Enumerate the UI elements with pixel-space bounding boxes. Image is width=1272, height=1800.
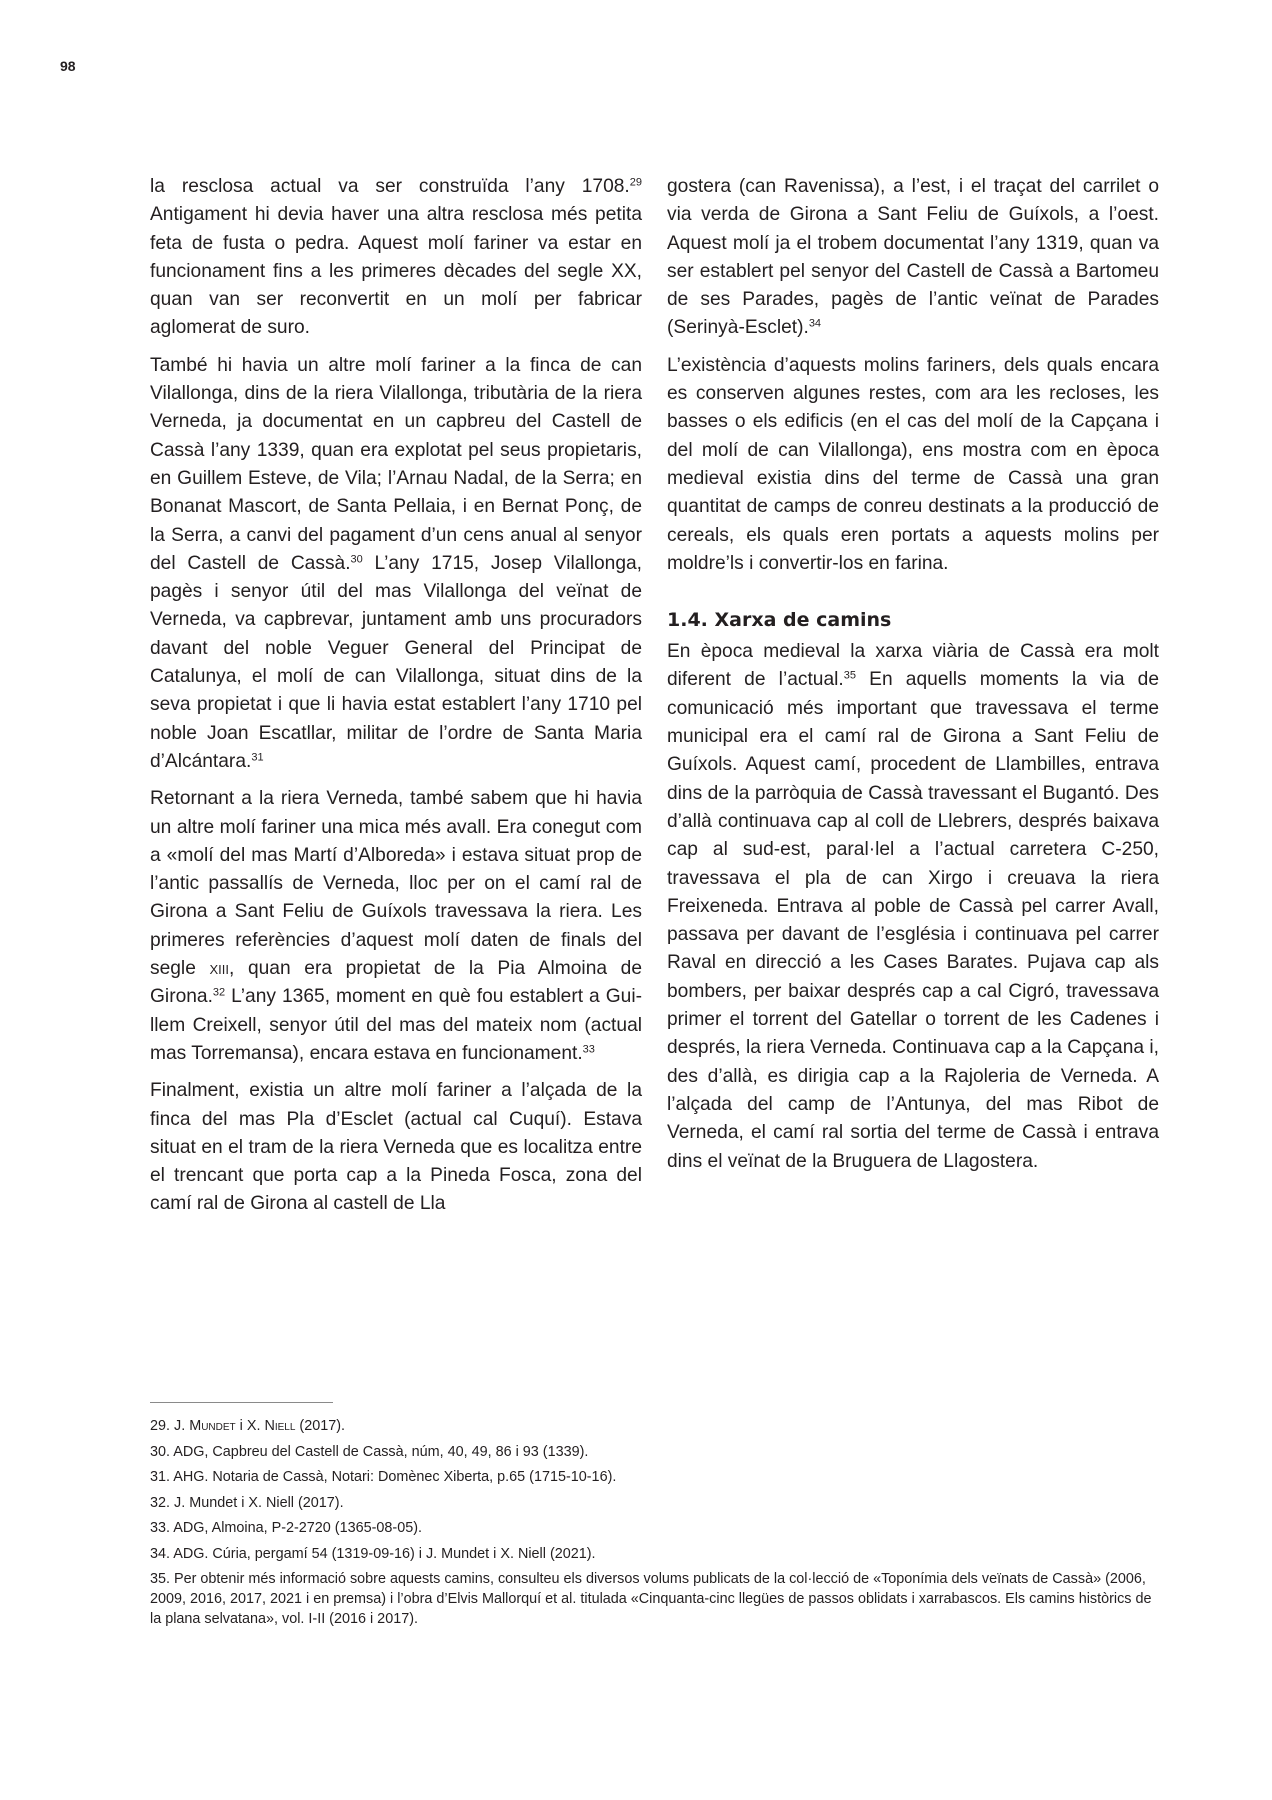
footnote-item bbox=[150, 1518, 1162, 1538]
right-column bbox=[667, 173, 1159, 1185]
footnote-item bbox=[150, 1544, 1162, 1564]
footnote-text: (2017). bbox=[295, 1418, 346, 1434]
footnote-ref[interactable]: 34 bbox=[808, 317, 822, 330]
paragraph-text: L’any 1715, Josep Vilallonga, pagès i senyor útil del mas Vilallonga del veïnat de Verneda, va capbrevar, juntament amb uns procuradors davant del noble Veguer General del Principat de Catalunya, el molí de can Vilallonga, situat dins de la seva propietat i que li havia estat establert l’any 1710 pel noble Joan Escatllar, militar de l’ordre de Santa Maria d’Alcántara. bbox=[150, 552, 642, 772]
century-numeral: xiii bbox=[209, 958, 230, 980]
footnote-text: ADG, Almoina, P-2-2720 (1365-08-05). bbox=[173, 1520, 422, 1536]
footnote-divider bbox=[150, 1402, 333, 1403]
paragraph-text: , quan era propietat de la Pia Almoina de Girona. bbox=[150, 958, 642, 1008]
paragraph bbox=[667, 173, 1159, 343]
paragraph-text: Antigament hi devia haver una altra resclosa més petita feta de fusta o pedra. Aquest molí fariner va estar en funcionament fins a les primeres dècades del segle XX, quan van ser reconvertit en un molí per fabricar aglomerat de suro. bbox=[150, 204, 642, 339]
footnote-text: Per obtenir més informació sobre aquests camins, consulteu els diversos volums publicats de la col·lecció de «Toponímia dels veïnats de Cassà» (2006, 2009, 2016, 2017, 2021 i en premsa) i l’obra d’Elvis Mallorquí et al. titulada «Cinquanta-cinc llegües de passos oblidats i xarrabascos. Els camins històrics de la plana selvatana», vol. I-II (2016 i 2017). bbox=[150, 1571, 1152, 1627]
footnote-number: 31. bbox=[150, 1469, 171, 1485]
paragraph bbox=[667, 352, 1159, 578]
footnote-text: ADG, Capbreu del Castell de Cassà, núm, 40, 49, 86 i 93 (1339). bbox=[173, 1443, 589, 1460]
footnote-number: 30. bbox=[150, 1443, 171, 1460]
footnote-text: J. bbox=[174, 1418, 190, 1434]
footnote-ref[interactable]: 35 bbox=[843, 669, 856, 682]
footnotes bbox=[150, 1416, 1162, 1635]
footnote-item bbox=[150, 1493, 1162, 1513]
paragraph-text: gostera (can Ravenissa), a l’est, i el traçat del carrilet o via verda de Girona a Sant Feliu de Guíxols, a l’oest. Aquest molí ja el trobem documentat l’any 1319, quan va ser establert pel senyor del Castell de Cassà a Bartomeu de ses Parades, pagès de l’antic veïnat de Parades (Serinyà-Esclet). bbox=[667, 176, 1159, 339]
footnote-text: ADG. Cúria, pergamí 54 (1319-09-16) i J. Mundet i X. Niell (2021). bbox=[173, 1545, 596, 1562]
footnote-ref[interactable]: 33 bbox=[582, 1043, 595, 1056]
footnote-number: 34. bbox=[150, 1545, 171, 1562]
footnote-ref[interactable]: 32 bbox=[212, 986, 226, 999]
footnote-text: i X. bbox=[235, 1418, 265, 1434]
footnote-ref[interactable]: 31 bbox=[251, 751, 264, 764]
paragraph bbox=[150, 785, 642, 1068]
paragraph bbox=[667, 638, 1159, 1176]
footnote-ref[interactable]: 30 bbox=[350, 553, 363, 566]
footnote-item bbox=[150, 1569, 1162, 1629]
footnote-item bbox=[150, 1416, 1162, 1436]
left-column bbox=[150, 173, 642, 1228]
paragraph-text: L’existència d’aquests molins fariners, dels quals encara es conserven algunes restes, com ara les recloses, les basses o els edificis (en el cas del molí de la Capçana i del molí de can Vilallonga), ens mostra com en època medieval existia dins del terme de Cassà una gran quantitat de camps de conreu destinats a la producció de cereals, els quals eren portats a aquests molins per moldre’ls i convertir-los en farina. bbox=[667, 354, 1159, 574]
footnote-ref[interactable]: 29 bbox=[629, 176, 642, 189]
paragraph bbox=[150, 1077, 642, 1218]
footnote-number: 29. bbox=[150, 1418, 171, 1434]
footnote-item bbox=[150, 1442, 1162, 1462]
paragraph-text: En aquells moments la via de comunicació més important que travessava el terme municipal era el camí ral de Girona a Sant Feliu de Guíxols. Aquest camí, procedent de Llambilles, entrava dins de la parròquia de Cassà travessant el Bugantó. Des d’allà continuava cap al coll de Llebrers, després baixava cap al sud-est, paral·lel a l’actual carretera C-250, travessava el pla de can Xirgo i creuava la riera Freixeneda. Entrava al poble de Cassà pel carrer Avall, passava per davant de l’església i continuava pel carrer Raval en direcció a les Cases Barates. Pujava cap als bombers, per baixar després cap a cal Cigró, travessava primer el torrent del Gatellar o torrent de les Cadenes i després, la riera Verneda. Continuava cap a la Capçana i, des d’allà, es dirigia cap a la Rajoleria de Verneda. A l’alçada del camp de l’Antunya, del mas Ribot de Verneda, el camí ral sortia del terme de Cassà i entrava dins el veïnat de la Bruguera de Llagostera. bbox=[667, 669, 1160, 1172]
paragraph-text: Finalment, existia un altre molí fariner a l’alçada de la finca del mas Pla d’Esclet (actual cal Cuquí). Estava situat en el tram de la riera Verneda que es localitza entre el trencant que porta cap a la Pineda Fosca, zona del camí ral de Girona al castell de Lla bbox=[150, 1080, 642, 1215]
footnote-item bbox=[150, 1467, 1162, 1487]
author-name: Mundet bbox=[189, 1418, 236, 1434]
paragraph bbox=[150, 352, 642, 776]
footnote-text: AHG. Notaria de Cassà, Notari: Domènec Xiberta, p.65 (1715-10-16). bbox=[173, 1469, 617, 1485]
footnote-text: J. Mundet i X. Niell (2017). bbox=[174, 1494, 344, 1511]
paragraph-text: Retornant a la riera Verneda, també sabem que hi havia un altre molí fariner una mica més avall. Era conegut com a «molí del mas Martí d’Alboreda» i estava situat prop de l’antic passallís de Verneda, lloc per on el camí ral de Girona a Sant Feliu de Guíxols travessava la riera. Les primeres referències d’aquest molí daten de finals del segle bbox=[150, 788, 642, 980]
paragraph-text: En època medieval la xarxa viària de Cassà era molt diferent de l’actual. bbox=[667, 641, 1159, 691]
paragraph-text: També hi havia un altre molí fariner a la finca de can Vilallonga, dins de la riera Vilallonga, tributària de la riera Verneda, ja documentat en un capbreu del Castell de Cassà l’any 1339, quan era explotat pel seus propietaris, en Guillem Esteve, de Vila; l’Arnau Nadal, de la Serra; en Bonanat Mascort, de Santa Pellaia, i en Bernat Ponç, de la Serra, a canvi del pagament d’un cens anual al senyor del Castell de Cassà. bbox=[150, 354, 642, 574]
footnote-number: 32. bbox=[150, 1494, 171, 1511]
author-name: Niell bbox=[264, 1418, 296, 1434]
paragraph bbox=[150, 173, 642, 343]
section-heading: 1.4. Xarxa de camins bbox=[667, 609, 892, 632]
footnote-number: 35. bbox=[150, 1571, 171, 1587]
paragraph-text: la resclosa actual va ser construïda l’any 1708. bbox=[150, 176, 630, 197]
footnote-number: 33. bbox=[150, 1520, 171, 1536]
page-number: 98 bbox=[60, 58, 76, 74]
paragraph-text: L’any 1365, moment en què fou establert a Guillem Creixell, senyor útil del mas del mateix nom (actual mas Torremansa), encara estava en funcionament. bbox=[150, 986, 642, 1064]
